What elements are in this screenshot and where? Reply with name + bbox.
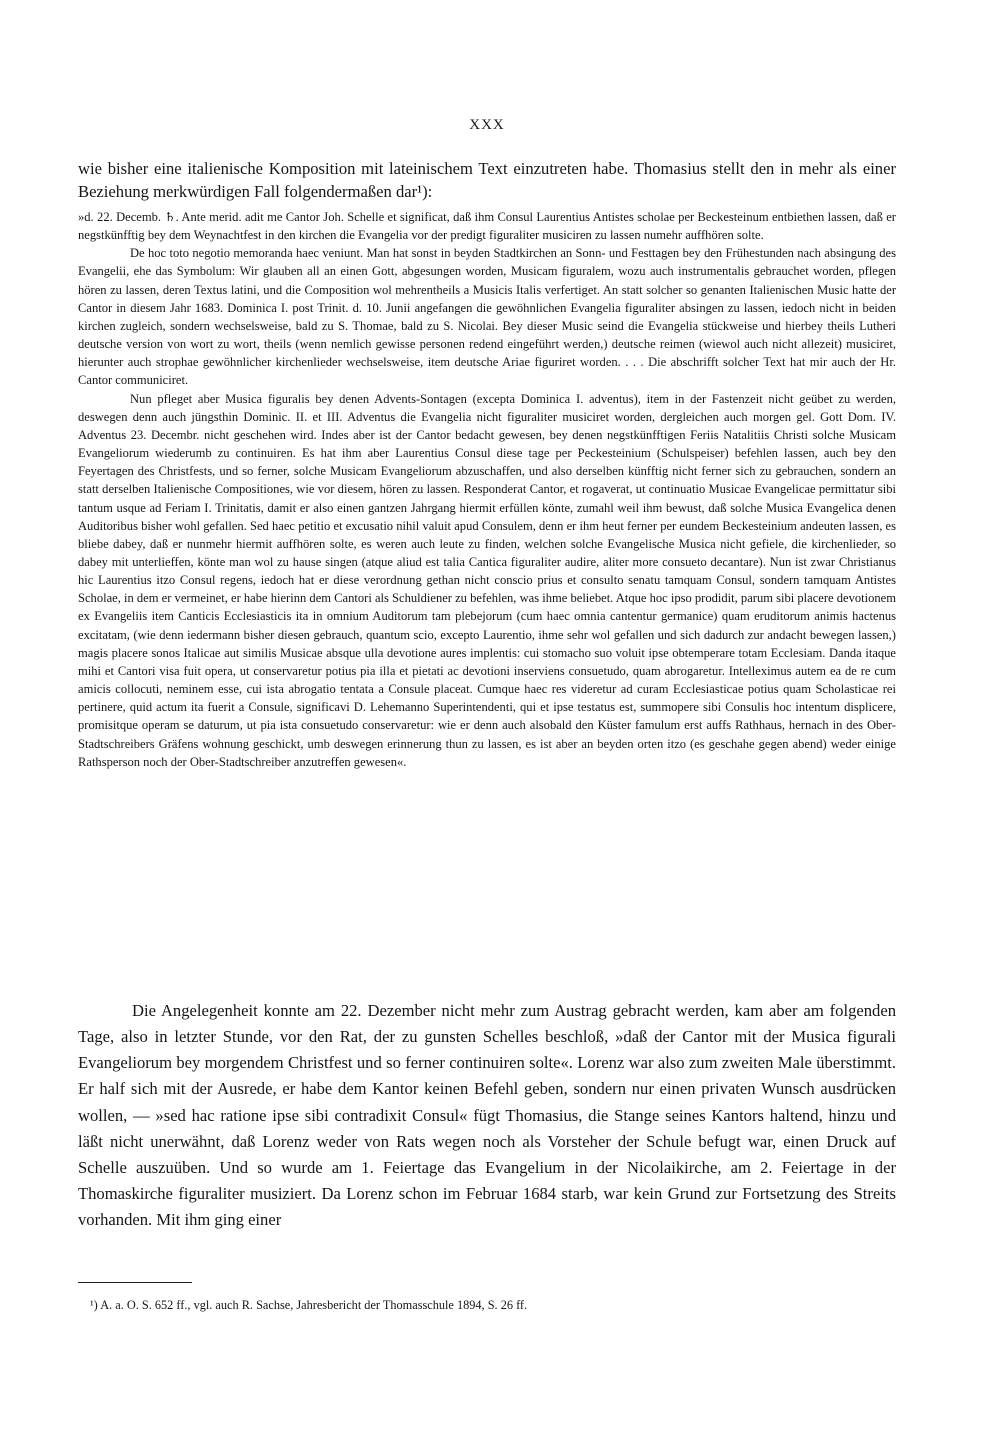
intro-paragraph: wie bisher eine italienische Komposition mit lateinischem Text einzutreten habe. Thomasius stellt den in mehr als einer Beziehung merkwürdigen Fall folgendermaßen dar¹): <box>78 159 896 201</box>
main-paragraph: Die Angelegenheit konnte am 22. Dezember nicht mehr zum Austrag gebracht werden, kam aber am folgenden Tage, also in letzter Stunde, vor den Rat, der zu gunsten Schelles beschloß, »daß der Cantor mit der Musica figurali Evangeliorum bey morgendem Christfest und so ferner continuiren solte«. Lorenz war also zum zweiten Male überstimmt. Er half sich mit der Ausrede, er habe dem Kantor keinen Befehl geben, sondern nur einen privaten Wunsch ausdrücken wollen, — »sed hac ratione ipse sibi contradixit Consul« fügt Thomasius, die Stange seines Kantors haltend, hinzu und läßt nicht unerwähnt, daß Lorenz weder von Rats wegen noch als Vorsteher der Schule befugt war, einen Druck auf Schelle auszuüben. Und so wurde am 1. Feiertage das Evangelium in der Nicolaikirche, am 2. Feiertage in der Thomaskirche figuraliter musiziert. Da Lorenz schon im Februar 1684 starb, war kein Grund zur Fortsetzung des Streits vorhanden. Mit ihm ging einer <box>78 1001 896 1230</box>
footnote-text: A. a. O. S. 652 ff., vgl. auch R. Sachse, Jahresbericht der Thomasschule 1894, S. 26 ff. <box>100 1298 528 1312</box>
footnote <box>90 1296 880 1314</box>
quotation-block <box>78 208 896 771</box>
quote-paragraph-2: De hoc toto negotio memoranda haec veniunt. Man hat sonst in beyden Stadtkirchen an Sonn- und Festtagen bey den Frühestunden nach absingung des Evangelii, ehe das Symbolum: Wir glauben all an einen Gott, abgesungen worden, Musicam figuralem, wozu auch instrumentalis gebrauchet worden, pflegen hören zu lassen, deren Textus latini, und die Composition wol mehrentheils a Musicis Italis verfertiget. An statt solcher so genanten Italienischen Music hatte der Cantor in diesem Jahr 1683. Dominica I. post Trinit. d. 10. Junii angefangen die gewöhnlichen Evangelia figuraliter absingen zu lassen, iedoch nicht in beiden kirchen zugleich, sondern wechselsweise, bald zu S. Thomae, bald zu S. Nicolai. Bey dieser Music seind die Evangelia stückweise und hierbey theils Lutheri deutsche version von wort zu wort, theils (wenn nemlich gewisse personen redend eingeführt werden,) deutsche reimen (wiewol auch nicht allezeit) musiciret, hierunter auch strophae gewöhnlicher kirchenlieder wechselsweise, item deutsche Ariae figuriret worden. . . . Die abschrifft solcher Text hat mir auch der Hr. Cantor communiciret. <box>78 246 896 388</box>
main-text <box>78 998 896 1233</box>
footnote-separator <box>78 1282 192 1283</box>
page-number: XXX <box>469 117 505 133</box>
quote-paragraph-1: »d. 22. Decemb. ♄. Ante merid. adit me Cantor Joh. Schelle et significat, daß ihm Consul Laurentius Antistes scholae per Beckesteinum entbiethen lassen, daß er negstkünfftig bey dem Weynachtfest in den kirchen die Evangelia vor der predigt figuraliter musiciren zu lassen numehr auffhören solte. <box>78 210 896 243</box>
quote-paragraph-3: Nun pfleget aber Musica figuralis bey denen Advents-Sontagen (excepta Dominica I. adventus), item in der Fastenzeit nicht geübet zu werden, deswegen denn auch jüngsthin Dominic. II. et III. Adventus die Evangelia nicht figuraliter musiciret worden, dergleichen auch morgen gel. Gott Dom. IV. Adventus 23. Decembr. nicht geschehen wird. Indes aber ist der Cantor bedacht gewesen, bey denen negstkünfftigen Feriis Natalitiis Christi solche Musicam Evangeliorum wiederumb zu continuiren. Es hat ihm aber Laurentius Consul diese tage per Peckesteinium (Schulspeiser) befehlen lassen, auch bey den Feyertagen des Christfests, und so ferner, solche Musicam Evangeliorum abzuschaffen, und also derselben künfftig nicht ferner sich zu gebrauchen, sondern an statt derselben Italienische Compositiones, wie vor diesem, hören zu lassen. Responderat Cantor, et rogaverat, ut continuatio Musicae Evangelicae permittatur sibi tantum usque ad Feriam I. Trinitatis, damit er also einen gantzen Jahrgang hiermit erfüllen könte, zumahl weil ihm bewust, daß solche Musica Evangelica denen Auditoribus bisher wohl gefallen. Sed haec petitio et excusatio nihil valuit apud Consulem, denn er ihm heut ferner per eundem Beckesteinium andeuten lassen, es bliebe dabey, daß er nunmehr hiermit auffhören solte, es weren auch leute zu finden, welchen solche Evangelische Musica nicht gefiele, die kirchenlieder, so dabey mit unterlieffen, könte man wol zu hause singen (atque aliud est talia Cantica figuraliter audire, aliter more consueto decantare). Nun ist zwar Christianus hic Laurentius itzo Consul regens, iedoch hat er diese verordnung gethan nicht conscio prius et consulto senatu tamquam Consul, sondern tamquam Antistes Scholae, in dem er vermeinet, er habe hierinn dem Cantori als Schuldiener zu befehlen, was ihme beliebet. Atque hoc ipso prodidit, parum sibi placere devotionem ex Evangeliis item Canticis Ecclesiasticis ita in omnium Auditorum tam plebejorum (cum haec omnia cantentur germanice) quam eruditorum animis hactenus excitatam, (wie denn iedermann bisher diesen gebrauch, quantum scio, excepto Laurentio, ihme sehr wol gefallen und sich dadurch zur andacht bewegen lassen,) magis placere sonos Italicae aut similis Musicae absque ulla devotione aures implentis: cui stomacho suo voluit ipse obtemperare totam Ecclesiam. Danda itaque mihi et Cantori visa fuit opera, ut conservaretur potius pia illa et pietati ac devotioni inserviens consuetudo, quam abrogaretur. Intelleximus autem ea de re cum amicis collocuti, neminem esse, cui ista abrogatio tentata a Consule placeat. Cumque haec res videretur ad curam Ecclesiasticae potius quam Scholasticae rei pertinere, quid actum ita fuerit a Consule, significavi D. Lehemanno Superintendenti, qui et ipse testatus est, summopere sibi Consulis hoc intentum displicere, promisitque operam se daturum, ut pia ista consuetudo conservaretur: wie er denn auch alsobald den Küster famulum erst auffs Rathhaus, hernach in des Ober-Stadtschreibers Gräfens wohnung geschickt, umb deswegen erinnerung thun zu lassen, es ist aber an beyden orten itzo (es geschahe gegen abend) weder einige Rathsperson noch der Ober-Stadtschreiber anzutreffen gewesen«. <box>78 391 896 769</box>
footnote-marker: ¹) <box>90 1298 98 1312</box>
